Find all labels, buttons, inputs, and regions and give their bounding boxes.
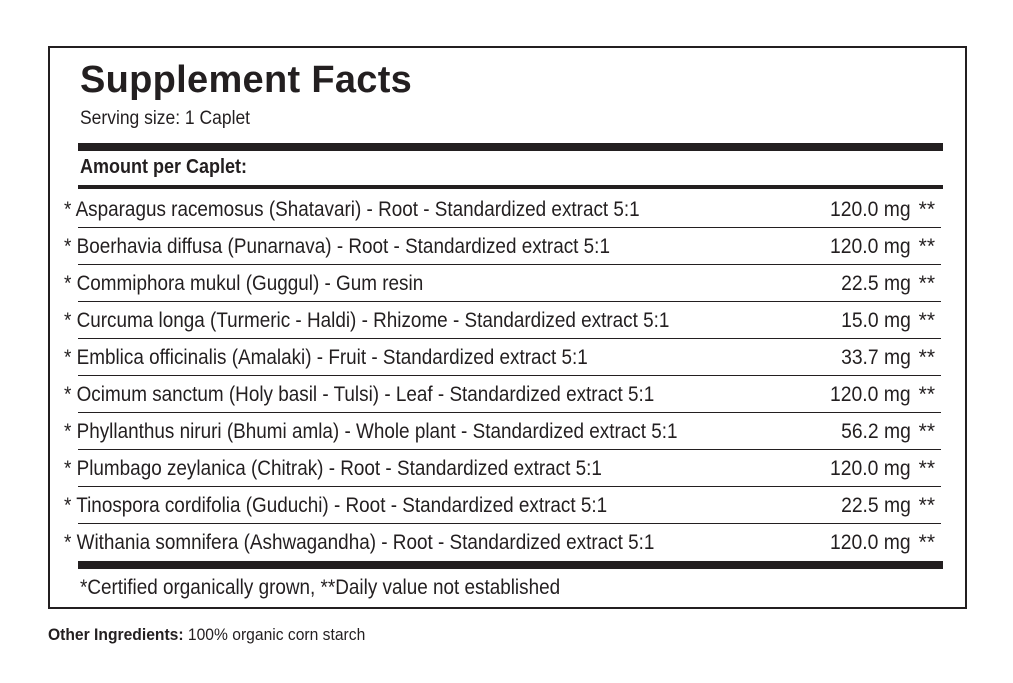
ingredient-row	[50, 302, 965, 339]
ingredient-daily-value: **	[918, 420, 935, 443]
ingredient-name: * Curcuma longa (Turmeric - Haldi) - Rhizome - Standardized extract 5:1	[64, 309, 670, 332]
ingredient-row	[50, 413, 965, 450]
ingredient-list	[50, 191, 965, 561]
ingredient-amount: 120.0 mg	[830, 531, 911, 554]
ingredient-amount: 120.0 mg	[830, 383, 911, 406]
ingredient-row	[50, 524, 965, 561]
ingredient-amount: 120.0 mg	[830, 457, 911, 480]
panel-title: Supplement Facts	[80, 59, 413, 101]
supplement-facts-panel	[48, 46, 967, 609]
amount-per-serving-header: Amount per Caplet:	[80, 156, 248, 178]
ingredient-daily-value: **	[918, 383, 935, 406]
ingredient-amount: 22.5 mg	[841, 494, 911, 517]
ingredient-amount: 15.0 mg	[841, 309, 911, 332]
ingredient-amount: 56.2 mg	[841, 420, 911, 443]
ingredient-amount: 120.0 mg	[830, 235, 911, 258]
ingredient-row	[50, 228, 965, 265]
ingredient-row	[50, 376, 965, 413]
ingredient-name: * Boerhavia diffusa (Punarnava) - Root - Standardized extract 5:1	[64, 235, 610, 258]
ingredient-amount: 22.5 mg	[841, 272, 911, 295]
ingredient-amount: 33.7 mg	[841, 346, 911, 369]
ingredient-row	[50, 191, 965, 228]
other-ingredients-label: Other Ingredients:	[48, 625, 184, 644]
ingredient-name: * Tinospora cordifolia (Guduchi) - Root - Standardized extract 5:1	[64, 494, 608, 517]
ingredient-row	[50, 450, 965, 487]
ingredient-name: * Plumbago zeylanica (Chitrak) - Root - Standardized extract 5:1	[64, 457, 602, 480]
other-ingredients-value: 100% organic corn starch	[183, 625, 366, 644]
footnote: *Certified organically grown, **Daily value not established	[80, 576, 561, 599]
serving-size: Serving size: 1 Caplet	[80, 108, 251, 129]
divider-thick-bottom	[78, 561, 943, 569]
ingredient-daily-value: **	[918, 235, 935, 258]
ingredient-row	[50, 265, 965, 302]
ingredient-daily-value: **	[918, 531, 935, 554]
ingredient-name: * Ocimum sanctum (Holy basil - Tulsi) - Leaf - Standardized extract 5:1	[64, 383, 655, 406]
ingredient-name: * Phyllanthus niruri (Bhumi amla) - Whole plant - Standardized extract 5:1	[64, 420, 678, 443]
ingredient-row	[50, 487, 965, 524]
ingredient-row	[50, 339, 965, 376]
ingredient-daily-value: **	[918, 272, 935, 295]
ingredient-daily-value: **	[918, 457, 935, 480]
ingredient-name: * Commiphora mukul (Guggul) - Gum resin	[64, 272, 424, 295]
divider-thick-top	[78, 143, 943, 151]
ingredient-name: * Withania somnifera (Ashwagandha) - Root - Standardized extract 5:1	[64, 531, 655, 554]
ingredient-daily-value: **	[918, 346, 935, 369]
ingredient-daily-value: **	[918, 198, 935, 221]
ingredient-daily-value: **	[918, 309, 935, 332]
ingredient-daily-value: **	[918, 494, 935, 517]
other-ingredients	[48, 624, 365, 646]
divider-header	[78, 185, 943, 189]
ingredient-name: * Emblica officinalis (Amalaki) - Fruit - Standardized extract 5:1	[64, 346, 588, 369]
ingredient-name: * Asparagus racemosus (Shatavari) - Root - Standardized extract 5:1	[64, 198, 640, 221]
ingredient-amount: 120.0 mg	[830, 198, 911, 221]
